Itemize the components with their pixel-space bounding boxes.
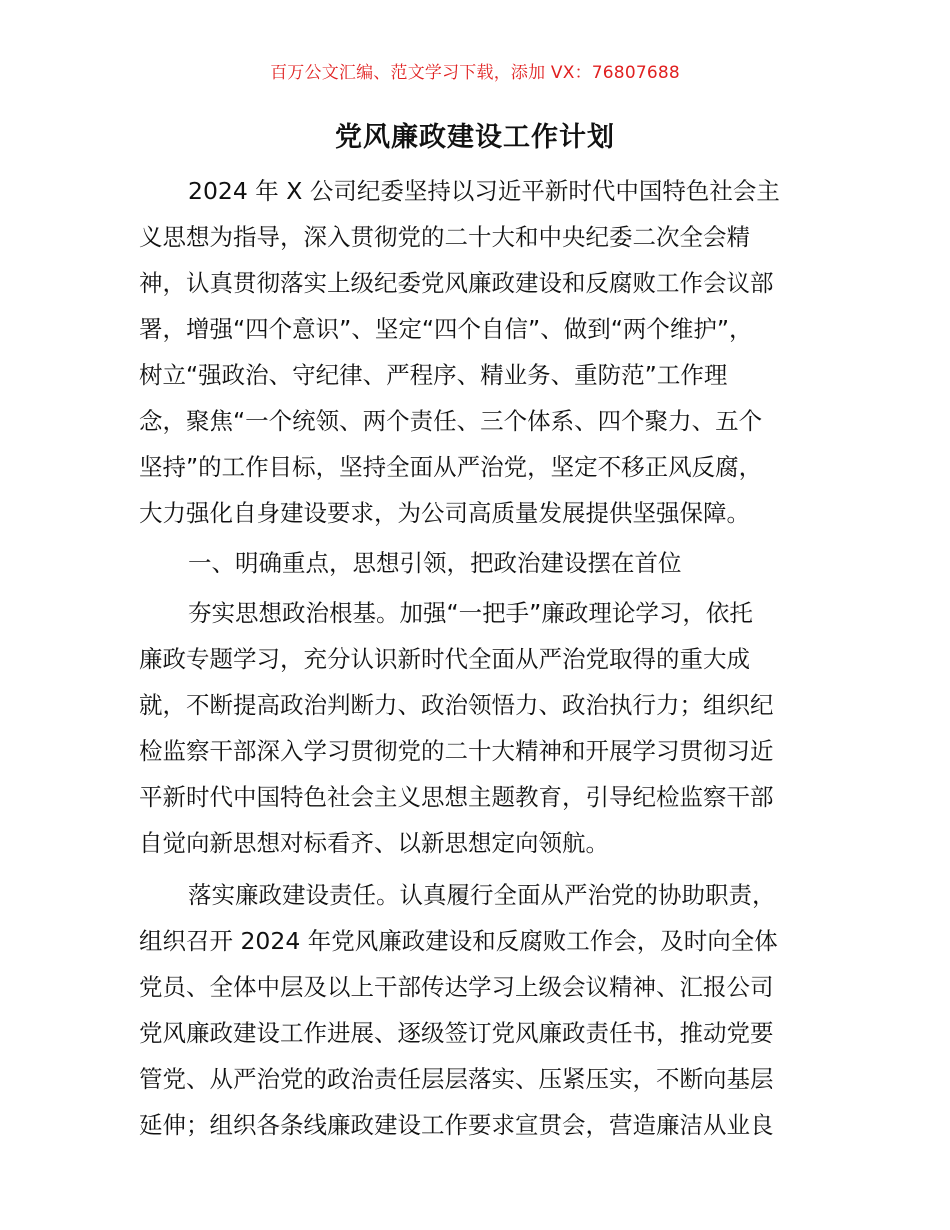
header-watermark-note: 百万公文汇编、范文学习下载，添加 VX：76807688 — [270, 63, 680, 83]
document-title: 党风廉政建设工作计划 — [335, 122, 615, 153]
paragraph-line: 落实廉政建设责任。认真履行全面从严治党的协助职责， — [188, 881, 776, 909]
paragraph-line: 检监察干部深入学习贯彻党的二十大精神和开展学习贯彻习近 — [139, 737, 774, 765]
paragraph-line: 党员、全体中层及以上干部传达学习上级会议精神、汇报公司 — [139, 973, 774, 1001]
paragraph-line: 廉政专题学习，充分认识新时代全面从严治党取得的重大成 — [139, 645, 750, 673]
section-heading: 一、明确重点，思想引领，把政治建设摆在首位 — [188, 549, 682, 577]
paragraph-line: 就，不断提高政治判断力、政治领悟力、政治执行力；组织纪 — [139, 691, 774, 719]
paragraph-line: 2024 年 X 公司纪委坚持以习近平新时代中国特色社会主 — [188, 177, 780, 205]
paragraph-line: 夯实思想政治根基。加强“一把手”廉政理论学习，依托 — [188, 599, 753, 627]
paragraph-line: 延伸；组织各条线廉政建设工作要求宣贯会，营造廉洁从业良 — [139, 1111, 774, 1139]
paragraph-line: 义思想为指导，深入贯彻党的二十大和中央纪委二次全会精 — [139, 223, 750, 251]
paragraph-line: 坚持”的工作目标，坚持全面从严治党，坚定不移正风反腐， — [139, 453, 763, 481]
paragraph-line: 平新时代中国特色社会主义思想主题教育，引导纪检监察干部 — [139, 783, 774, 811]
paragraph-line: 组织召开 2024 年党风廉政建设和反腐败工作会，及时向全体 — [139, 927, 778, 955]
paragraph-line: 大力强化自身建设要求，为公司高质量发展提供坚强保障。 — [139, 499, 750, 527]
paragraph-line: 署，增强“四个意识”、坚定“四个自信”、做到“两个维护”， — [139, 315, 753, 343]
paragraph-line: 党风廉政建设工作进展、逐级签订党风廉政责任书，推动党要 — [139, 1019, 774, 1047]
paragraph-line: 念，聚焦“一个统领、两个责任、三个体系、四个聚力、五个 — [139, 407, 763, 435]
paragraph-line: 树立“强政治、守纪律、严程序、精业务、重防范”工作理 — [139, 361, 728, 389]
paragraph-line: 自觉向新思想对标看齐、以新思想定向领航。 — [139, 829, 609, 857]
paragraph-line: 神，认真贯彻落实上级纪委党风廉政建设和反腐败工作会议部 — [139, 269, 774, 297]
paragraph-line: 管党、从严治党的政治责任层层落实、压紧压实，不断向基层 — [139, 1065, 774, 1093]
